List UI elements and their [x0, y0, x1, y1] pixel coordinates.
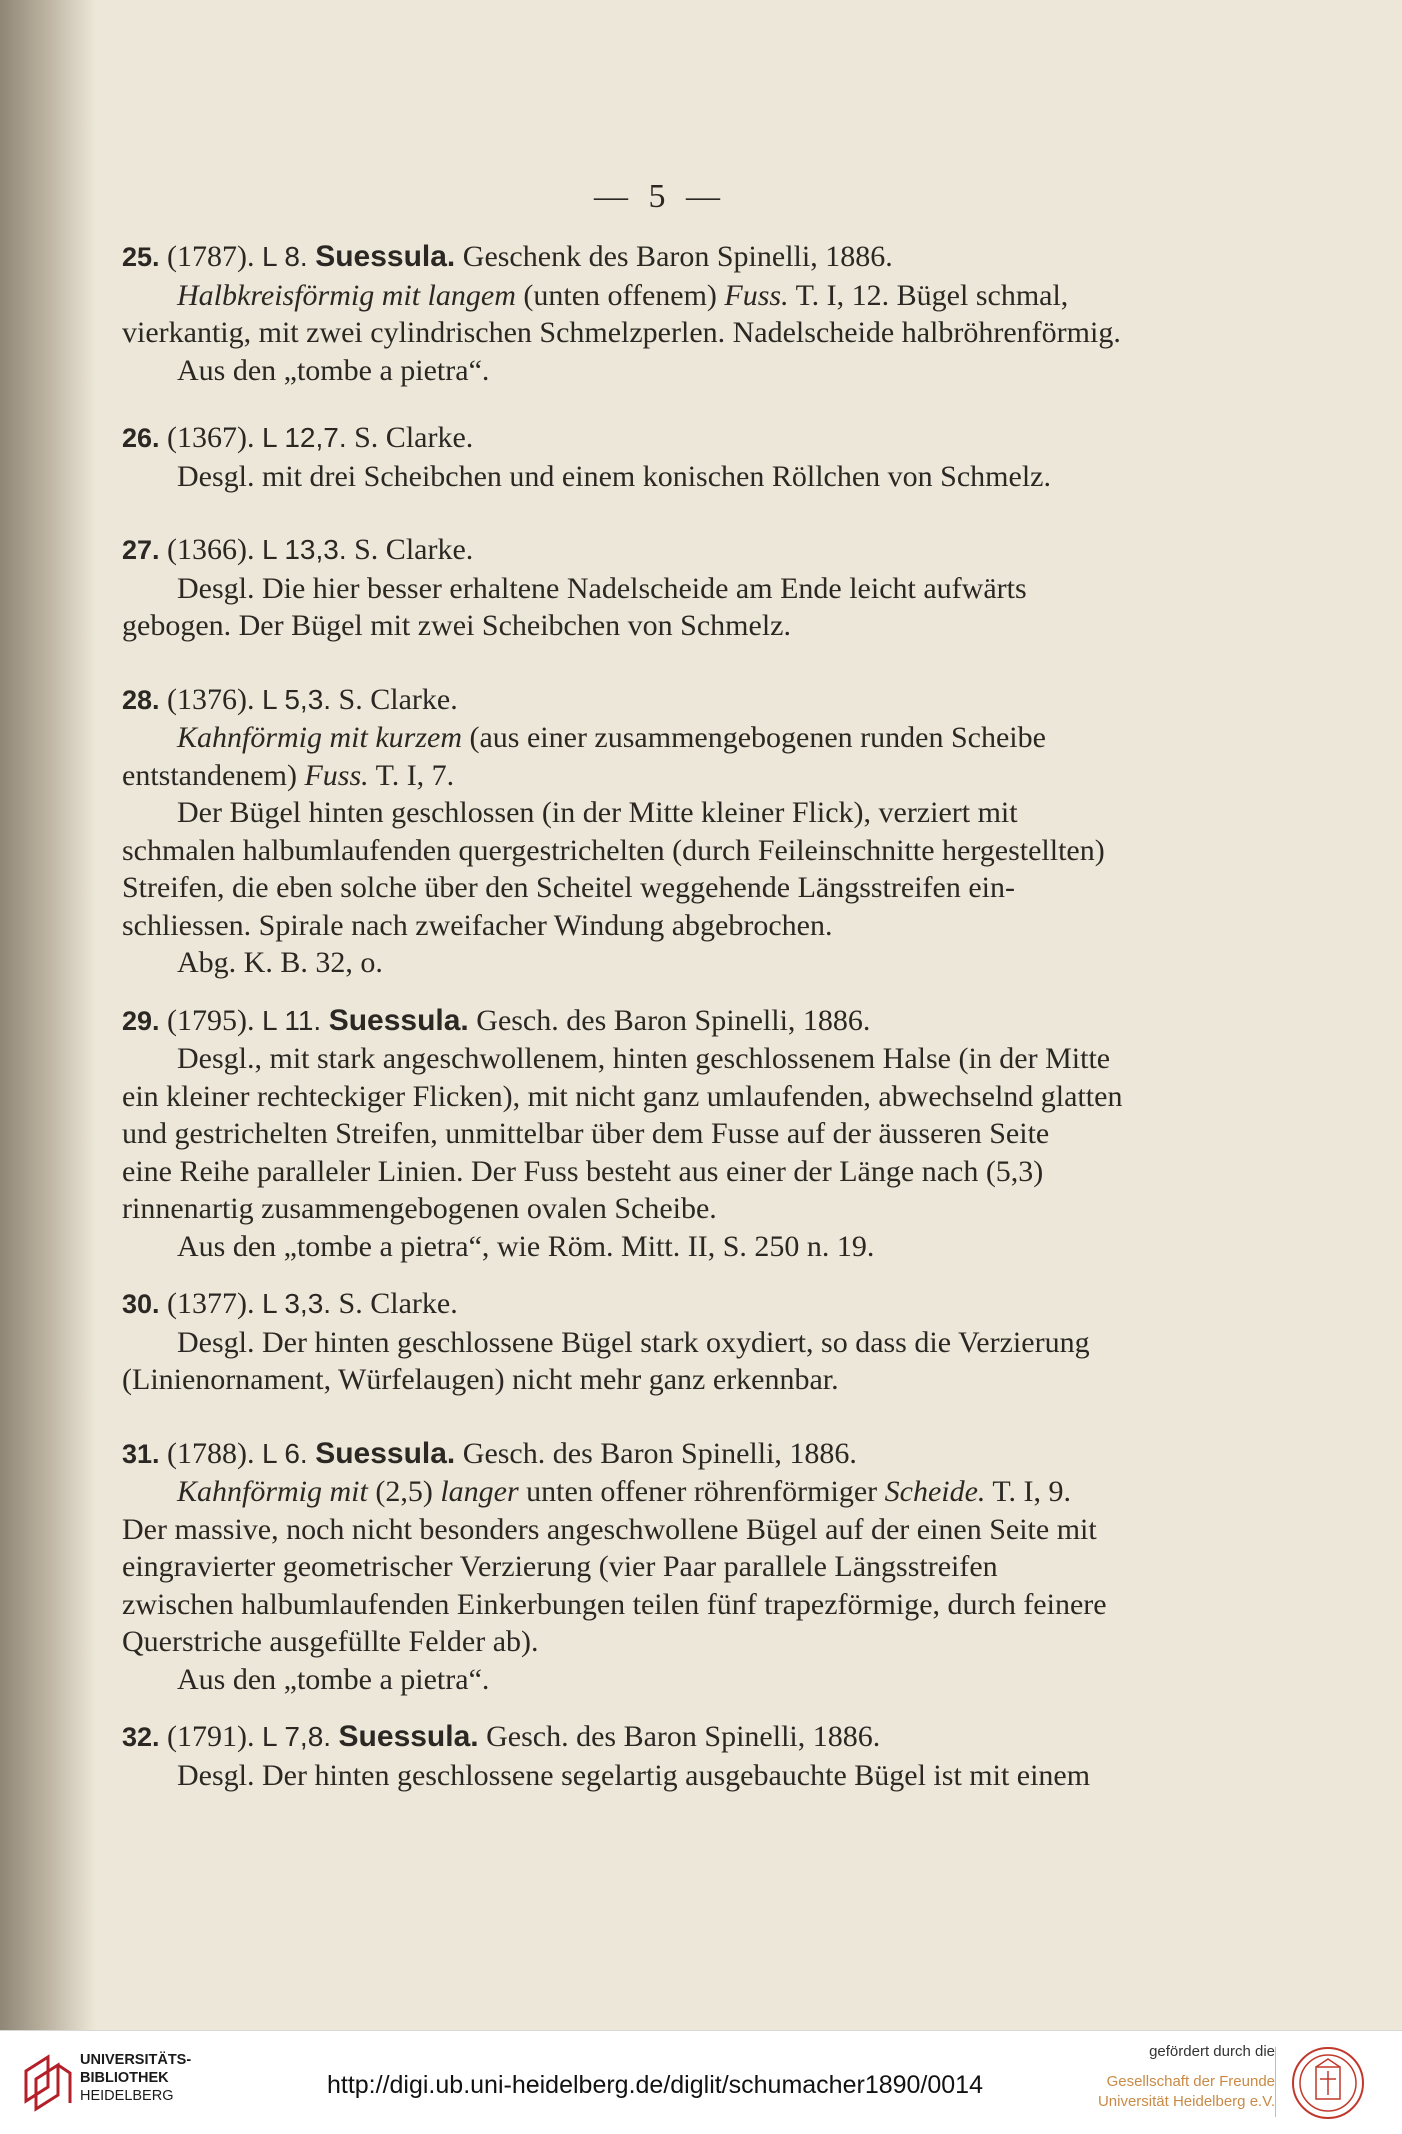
length: L 7,8.: [262, 1721, 332, 1752]
text-line: Desgl. Der hinten geschlossene segelartig ausgebauchte Bügel ist mit einem: [177, 1758, 1091, 1792]
entry-heading: [122, 681, 1197, 720]
catalogue-text: [122, 238, 1197, 1794]
text-line: [122, 1473, 1197, 1511]
text-line: gebogen. Der Bügel mit zwei Scheibchen von Schmelz.: [122, 609, 791, 642]
text-fragment: (2,5): [375, 1475, 433, 1508]
footer-divider: [1275, 2047, 1276, 2117]
italic-term: Halbkreisförmig mit langem: [177, 278, 516, 312]
italic-term: Kahnförmig mit kurzem: [177, 721, 462, 754]
length: L 13,3.: [262, 534, 347, 565]
library-name-line: BIBLIOTHEK: [80, 2070, 169, 2086]
entry-number: 32.: [122, 1722, 160, 1752]
text-fragment: (aus einer zusammengebogenen runden Scheibe: [469, 721, 1046, 754]
inventory-number: (1376).: [167, 682, 255, 716]
text-line: Der Bügel hinten geschlossen (in der Mitte kleiner Flick), verziert mit: [177, 796, 1018, 829]
text-fragment: T. I, 7.: [375, 758, 455, 792]
text-line: eingravierter geometrischer Verzierung (vier Paar parallele Längsstreifen: [122, 1550, 998, 1583]
length: L 8.: [262, 241, 308, 272]
length: L 11.: [262, 1004, 322, 1036]
entry-27: [122, 531, 1197, 645]
text-line: zwischen halbumlaufenden Einkerbungen teilen fünf trapezförmige, durch feinere: [122, 1587, 1107, 1621]
find-site: Suessula.: [328, 1003, 469, 1037]
entry-number: 29.: [122, 1005, 160, 1036]
text-fragment: T. I, 9.: [992, 1475, 1071, 1508]
text-line: Aus den „tombe a pietra“, wie Röm. Mitt. II, S. 250 n. 19.: [177, 1229, 875, 1263]
sponsor-lead: gefördert durch die: [1149, 2043, 1275, 2060]
provenance: Gesch. des Baron Spinelli, 1886.: [486, 1720, 881, 1753]
entry-29: [122, 1002, 1197, 1266]
text-line: (Linienornament, Würfelaugen) nicht mehr ganz erkennbar.: [122, 1363, 839, 1396]
permalink-url[interactable]: http://digi.ub.uni-heidelberg.de/diglit/schumacher1890/0014: [326, 2071, 983, 2099]
sponsor-org-line: Universität Heidelberg e.V.: [1097, 2093, 1275, 2110]
entry-heading: [122, 531, 1197, 570]
text-line: Desgl., mit stark angeschwollenem, hinten geschlossenem Halse (in der Mitte: [177, 1042, 1111, 1075]
inventory-number: (1367).: [167, 421, 255, 454]
entry-heading: [122, 1285, 1197, 1324]
entry-number: 26.: [122, 423, 160, 453]
entry-number: 25.: [122, 242, 160, 272]
text-line: Desgl. Der hinten geschlossene Bügel stark oxydiert, so dass die Verzierung: [177, 1325, 1090, 1359]
length: L 6.: [262, 1437, 308, 1469]
sponsor-org-line: Gesellschaft der Freunde: [1106, 2073, 1275, 2090]
text-line: Desgl. Die hier besser erhaltene Nadelscheide am Ende leicht aufwärts: [177, 571, 1027, 605]
provenance: S. Clarke.: [354, 533, 474, 566]
library-name: [80, 2051, 191, 2105]
inventory-number: (1791).: [167, 1720, 255, 1753]
inventory-number: (1377).: [167, 1287, 255, 1320]
inventory-number: (1795).: [167, 1003, 255, 1037]
text-line: Aus den „tombe a pietra“.: [177, 353, 490, 387]
university-seal-icon: [1290, 2045, 1366, 2121]
library-name-line: UNIVERSITÄTS-: [80, 2052, 192, 2068]
entry-heading: [122, 238, 1197, 277]
text-line: Streifen, die eben solche über den Scheitel weggehende Längsstreifen ein-: [122, 871, 1015, 904]
italic-term: Scheide.: [884, 1475, 986, 1508]
text-line: schliessen. Spirale nach zweifacher Windung abgebrochen.: [122, 908, 833, 942]
text-line: [122, 757, 1197, 795]
text-line: Aus den „tombe a pietra“.: [177, 1662, 490, 1696]
text-line: [122, 277, 1197, 315]
entry-number: 31.: [122, 1438, 160, 1469]
library-logo-icon: [18, 2051, 78, 2113]
length: L 3,3.: [262, 1288, 332, 1319]
entry-heading: [122, 419, 1197, 458]
text-fragment: T. I, 12. Bügel schmal,: [795, 278, 1069, 312]
inventory-number: (1787).: [167, 240, 255, 273]
provenance: Gesch. des Baron Spinelli, 1886.: [476, 1003, 871, 1037]
text-line: und gestrichelten Streifen, unmittelbar über dem Fusse auf der äusseren Seite: [122, 1117, 1050, 1150]
digitization-footer: [0, 2030, 1402, 2134]
italic-term: Fuss.: [724, 278, 789, 312]
italic-term: Fuss.: [304, 758, 369, 792]
inventory-number: (1366).: [167, 533, 255, 566]
text-line: schmalen halbumlaufenden quergestrichelten (durch Feileinschnitte hergestellten): [122, 833, 1105, 867]
entry-32: [122, 1718, 1197, 1794]
find-site: Suessula.: [338, 1720, 479, 1753]
entry-26: [122, 419, 1197, 495]
text-line: [122, 719, 1197, 757]
entry-heading: [122, 1435, 1197, 1474]
length: L 12,7.: [262, 422, 347, 453]
library-name-line: HEIDELBERG: [80, 2088, 174, 2104]
italic-term: langer: [440, 1475, 519, 1508]
text-line: ein kleiner rechteckiger Flicken), mit nicht ganz umlaufenden, abwechselnd glatten: [122, 1079, 1123, 1113]
entry-number: 27.: [122, 535, 160, 565]
text-line: eine Reihe paralleler Linien. Der Fuss besteht aus einer der Länge nach (5,3): [122, 1154, 1044, 1188]
provenance: Gesch. des Baron Spinelli, 1886.: [462, 1436, 857, 1470]
italic-term: Kahnförmig mit: [177, 1475, 368, 1508]
text-line: vierkantig, mit zwei cylindrischen Schmelzperlen. Nadelscheide halbröhrenförmig.: [122, 316, 1121, 349]
entry-25: [122, 238, 1197, 389]
entry-heading: [122, 1718, 1197, 1757]
entry-number: 28.: [122, 684, 160, 715]
page-number: — 5 —: [594, 178, 726, 215]
provenance: S. Clarke.: [338, 682, 458, 716]
provenance: S. Clarke.: [338, 1287, 458, 1320]
text-line: Desgl. mit drei Scheibchen und einem konischen Röllchen von Schmelz.: [177, 459, 1051, 493]
entry-28: [122, 681, 1197, 982]
entry-number: 30.: [122, 1289, 160, 1319]
find-site: Suessula.: [315, 1436, 456, 1470]
provenance: Geschenk des Baron Spinelli, 1886.: [462, 240, 893, 273]
text-fragment: entstandenem): [122, 758, 297, 792]
length: L 5,3.: [262, 683, 332, 715]
entry-heading: [122, 1002, 1197, 1041]
entry-31: [122, 1435, 1197, 1699]
text-fragment: unten offener röhrenförmiger: [526, 1475, 878, 1508]
text-line: Der massive, noch nicht besonders angeschwollene Bügel auf der einen Seite mit: [122, 1512, 1097, 1546]
provenance: S. Clarke.: [354, 421, 474, 454]
inventory-number: (1788).: [167, 1436, 255, 1470]
text-fragment: (unten offenem): [523, 278, 717, 312]
find-site: Suessula.: [315, 240, 456, 273]
sponsor-credit: [1075, 2043, 1275, 2112]
text-line: rinnenartig zusammengebogenen ovalen Scheibe.: [122, 1192, 717, 1225]
text-line: Querstriche ausgefüllte Felder ab).: [122, 1625, 539, 1658]
entry-30: [122, 1285, 1197, 1399]
text-line: Abg. K. B. 32, o.: [177, 946, 383, 979]
